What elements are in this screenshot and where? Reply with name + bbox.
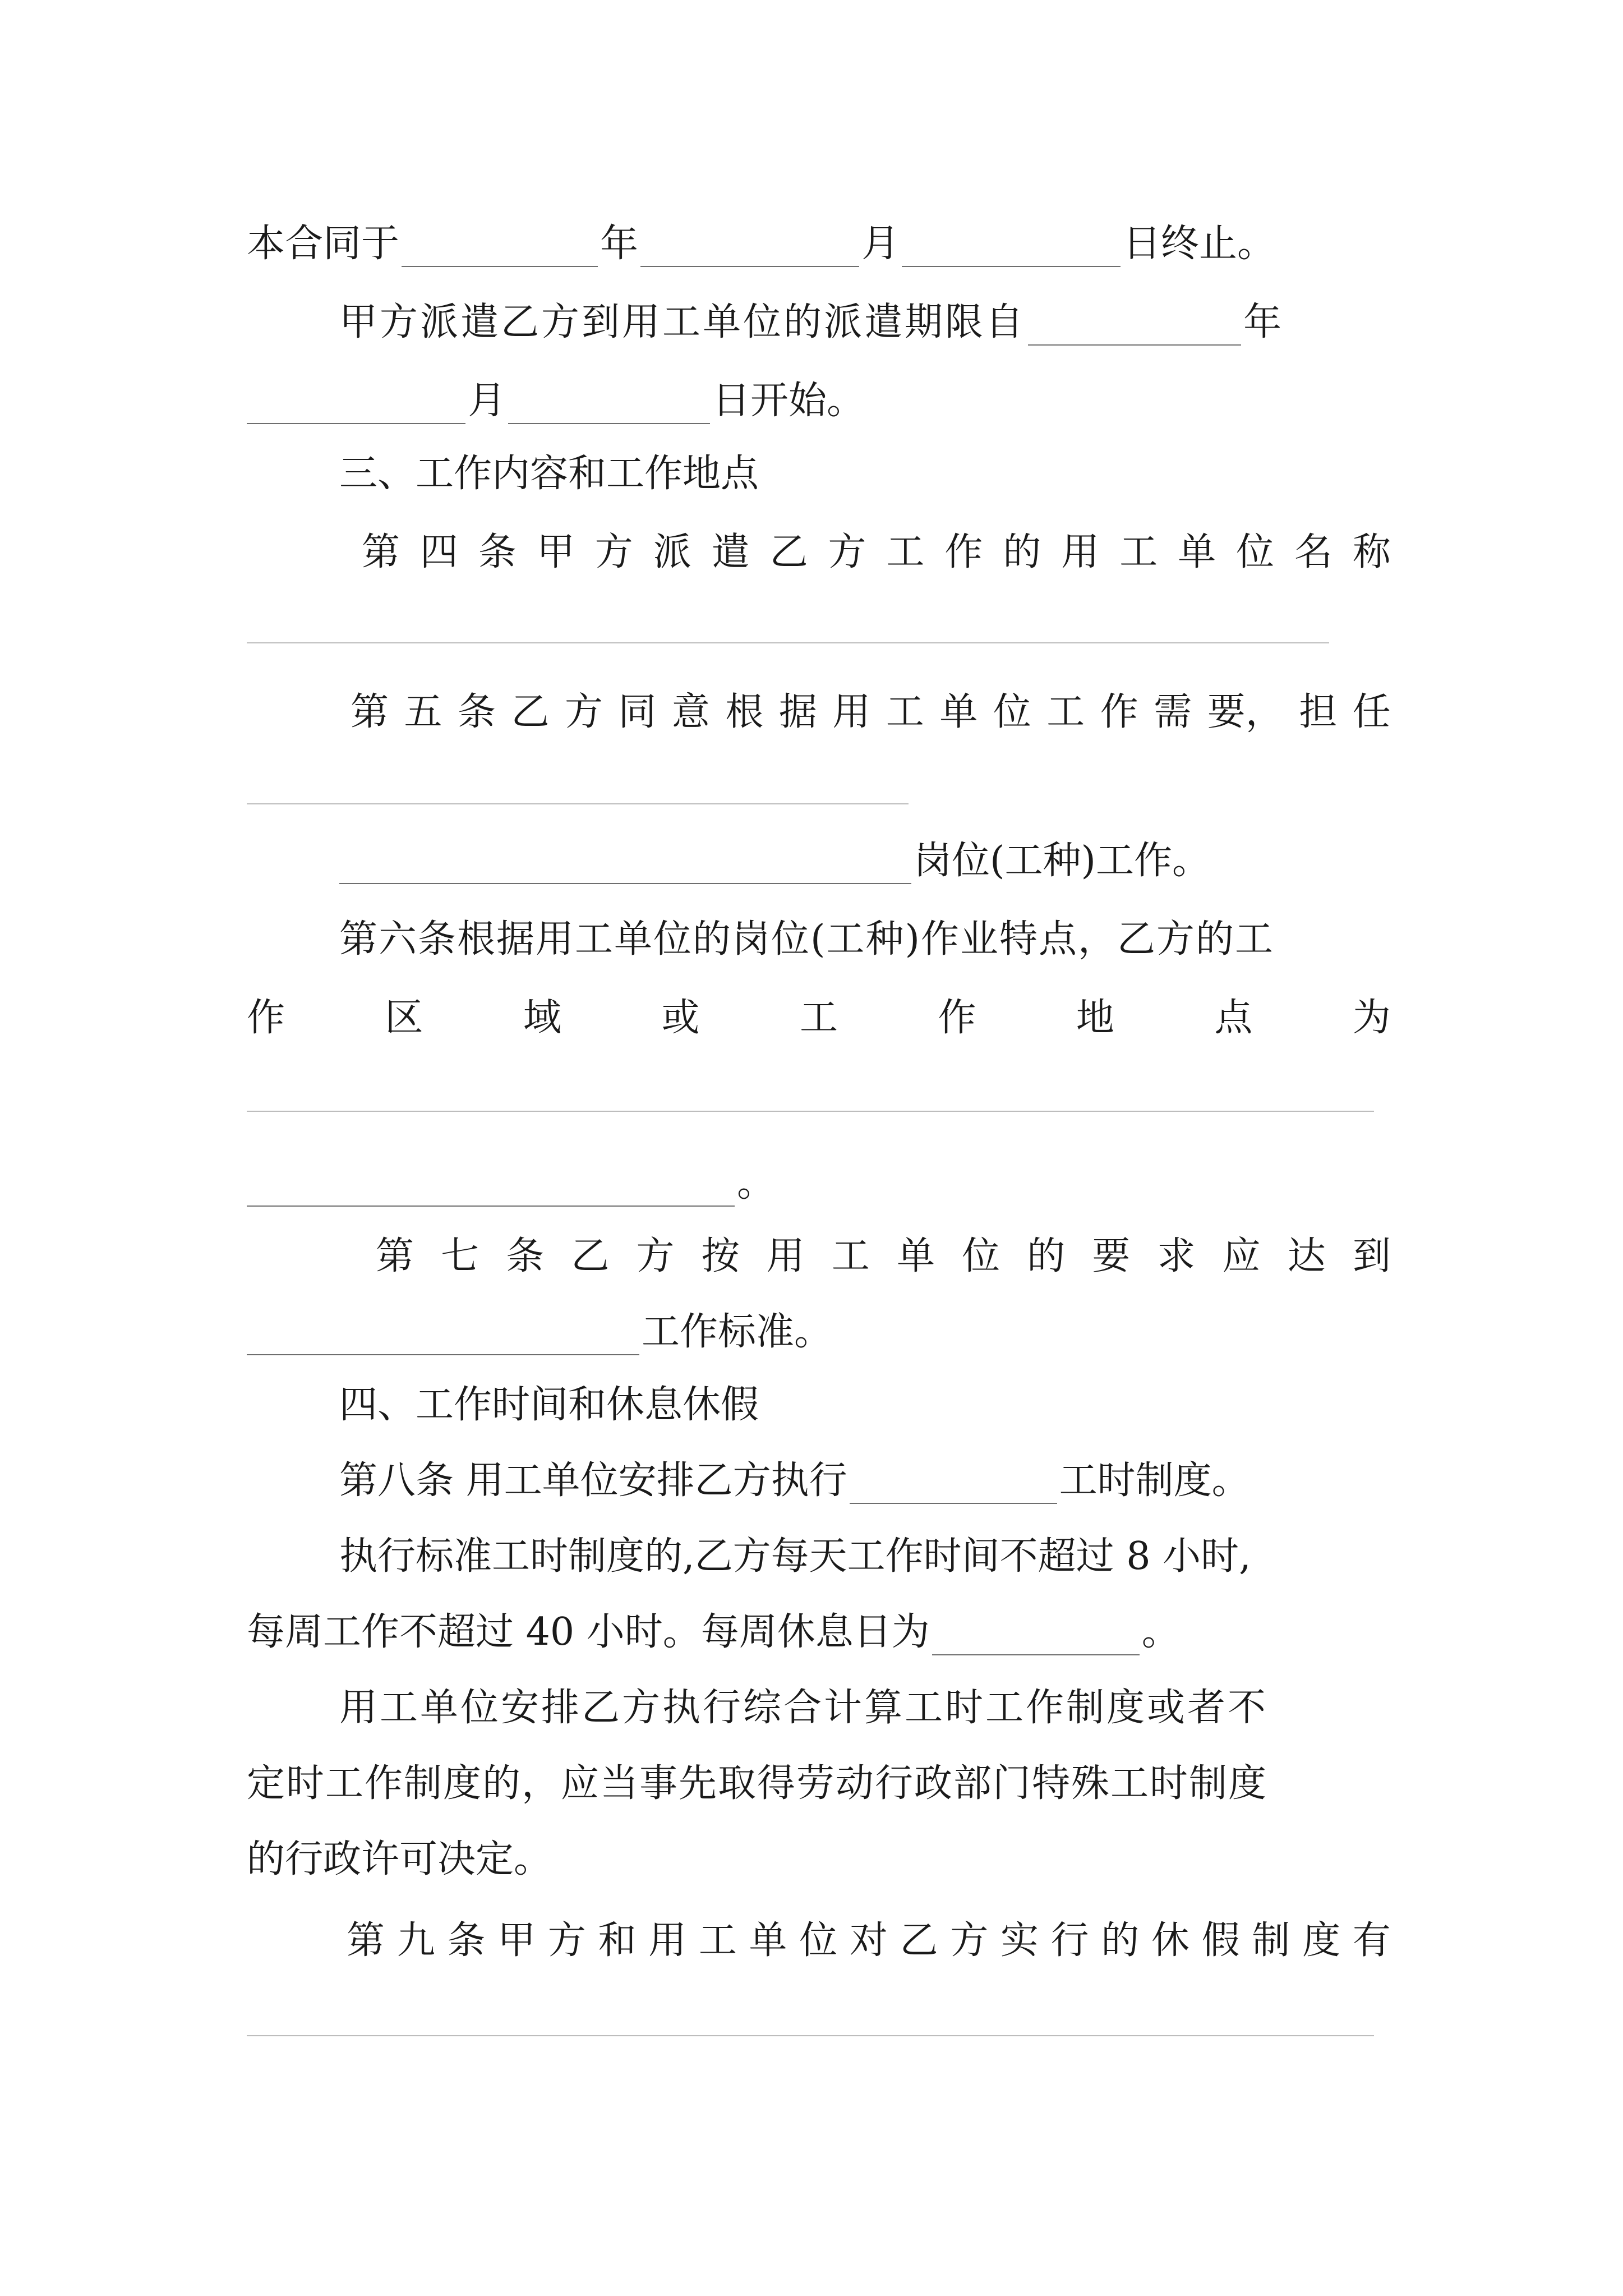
text: 第六条根据用工单位的岗位(工种)作业特点，乙方的工 xyxy=(339,917,1275,961)
spread-char: 担 xyxy=(1299,690,1338,734)
article-6-end xyxy=(247,1158,1391,1209)
article-8-comprehensive xyxy=(339,1683,1391,1733)
spread-char: 工 xyxy=(886,530,925,574)
text: 甲方派遣乙方到用工单位的派遣期限自 xyxy=(339,300,1026,344)
spread-char: 方 xyxy=(594,530,633,574)
text: 月 xyxy=(468,379,506,423)
text: 每周工作不超过 40 小时。每周休息日为 xyxy=(247,1610,930,1654)
blank-rule-workplace[interactable] xyxy=(247,1111,1374,1112)
spread-char: 乙 xyxy=(571,1234,610,1278)
spread-char: 的 xyxy=(1027,1234,1066,1278)
blank-field-rest-day[interactable] xyxy=(932,1609,1140,1655)
article-7-continued xyxy=(247,1307,1391,1358)
spread-char: 达 xyxy=(1287,1234,1326,1278)
spread-char: 求 xyxy=(1157,1234,1196,1278)
text: 第八条 用工单位安排乙方执行 xyxy=(339,1458,847,1503)
dispatch-start-line xyxy=(247,376,1391,426)
article-8-standard-hours xyxy=(339,1531,1391,1582)
article-6-workplace-line xyxy=(247,993,1391,1043)
text: 。 xyxy=(1141,1610,1180,1654)
spread-char: 作 xyxy=(944,530,983,574)
spread-char: 要， xyxy=(1207,690,1284,734)
spread-char: 作 xyxy=(247,996,285,1040)
spread-char: 度 xyxy=(1302,1918,1341,1963)
section-4-title: 四、工作时间和休息休假 xyxy=(339,1383,759,1427)
section-heading xyxy=(339,449,1391,499)
article-7-line xyxy=(376,1231,1391,1282)
spread-char: 条 xyxy=(457,690,496,734)
spread-char: 的 xyxy=(1003,530,1041,574)
spread-char: 条 xyxy=(478,530,517,574)
article-8-weekly-hours xyxy=(247,1607,1391,1658)
spread-char: 要 xyxy=(1092,1234,1131,1278)
text: 定时工作制度的，应当事先取得劳动行政部门特殊工时制度 xyxy=(247,1761,1268,1806)
spread-char: 工 xyxy=(886,690,924,734)
spread-char: 条 xyxy=(447,1918,486,1963)
spread-char: 假 xyxy=(1201,1918,1240,1963)
blank-rule-employer-name[interactable] xyxy=(247,642,1329,643)
blank-field-day[interactable] xyxy=(902,221,1121,267)
spread-char: 作 xyxy=(1100,690,1138,734)
spread-char: 根 xyxy=(725,690,764,734)
article-8-nonfixed xyxy=(247,1759,1391,1809)
spread-char: 九 xyxy=(396,1918,435,1963)
text: 日终止。 xyxy=(1123,222,1276,266)
spread-char: 同 xyxy=(618,690,657,734)
spread-char: 工 xyxy=(831,1234,870,1278)
spread-char: 方 xyxy=(564,690,603,734)
blank-field-dispatch-day[interactable] xyxy=(508,378,710,424)
text: 用工单位安排乙方执行综合计算工时工作制度或者不 xyxy=(339,1686,1269,1730)
spread-char: 方 xyxy=(950,1918,989,1963)
spread-char: 第 xyxy=(347,1918,385,1963)
spread-char: 乙 xyxy=(511,690,550,734)
spread-char: 位 xyxy=(1236,530,1275,574)
article-8-line xyxy=(339,1456,1391,1506)
blank-field-year[interactable] xyxy=(402,221,598,267)
spread-char: 方 xyxy=(636,1234,675,1278)
spread-char: 第 xyxy=(376,1234,414,1278)
spread-char: 区 xyxy=(385,996,423,1040)
blank-field-workplace-2[interactable] xyxy=(247,1161,735,1207)
spread-char: 工 xyxy=(698,1918,737,1963)
spread-char: 位 xyxy=(962,1234,1000,1278)
spread-char: 称 xyxy=(1352,530,1391,574)
spread-char: 七 xyxy=(441,1234,479,1278)
contract-end-date-line xyxy=(247,219,1391,269)
spread-char: 位 xyxy=(799,1918,838,1963)
article-6-line xyxy=(339,914,1391,965)
spread-char: 第 xyxy=(362,530,400,574)
text: 工作标准。 xyxy=(642,1310,833,1354)
text: 年 xyxy=(1243,300,1284,344)
spread-char: 名 xyxy=(1294,530,1333,574)
text: 月 xyxy=(861,222,900,266)
spread-char: 用 xyxy=(1061,530,1100,574)
article-9-line xyxy=(347,1916,1391,1966)
spread-char: 遣 xyxy=(711,530,750,574)
blank-field-month[interactable] xyxy=(640,221,859,267)
section-heading xyxy=(339,1380,1391,1430)
text: 执行标准工时制度的,乙方每天工作时间不超过 8 小时, xyxy=(339,1534,1251,1579)
spread-char: 单 xyxy=(939,690,978,734)
blank-field-job-type[interactable] xyxy=(339,838,911,884)
spread-char: 地 xyxy=(1076,996,1114,1040)
article-5-continued xyxy=(339,836,1391,886)
article-4-line xyxy=(362,527,1391,578)
spread-char: 方 xyxy=(828,530,866,574)
blank-rule-position[interactable] xyxy=(247,803,909,804)
spread-char: 用 xyxy=(832,690,871,734)
spread-char: 五 xyxy=(404,690,442,734)
article-8-approval xyxy=(247,1834,1391,1885)
spread-char: 需 xyxy=(1154,690,1192,734)
text: 工时制度。 xyxy=(1059,1458,1250,1503)
text: 。 xyxy=(737,1161,776,1205)
spread-char: 乙 xyxy=(769,530,808,574)
spread-char: 实 xyxy=(1000,1918,1039,1963)
text: 年 xyxy=(600,222,639,266)
spread-char: 对 xyxy=(849,1918,888,1963)
text: 日开始。 xyxy=(712,379,865,423)
spread-char: 四 xyxy=(419,530,458,574)
spread-char: 行 xyxy=(1050,1918,1089,1963)
blank-field-work-hour-system[interactable] xyxy=(850,1458,1057,1504)
dispatch-period-line xyxy=(339,297,1391,348)
spread-char: 或 xyxy=(661,996,700,1040)
spread-char: 任 xyxy=(1352,690,1391,734)
blank-rule-leave-system[interactable] xyxy=(247,2035,1374,2036)
article-5-line xyxy=(351,687,1391,738)
spread-char: 条 xyxy=(506,1234,545,1278)
text: 的行政许可决定。 xyxy=(247,1837,552,1881)
spread-char: 甲 xyxy=(497,1918,536,1963)
spread-char: 应 xyxy=(1222,1234,1261,1278)
spread-char: 位 xyxy=(993,690,1031,734)
spread-char: 第 xyxy=(351,690,389,734)
spread-char: 域 xyxy=(523,996,561,1040)
spread-char: 按 xyxy=(701,1234,740,1278)
spread-char: 作 xyxy=(938,996,976,1040)
spread-char: 点 xyxy=(1214,996,1253,1040)
spread-char: 单 xyxy=(897,1234,935,1278)
spread-char: 据 xyxy=(778,690,817,734)
text: 岗位(工种)工作。 xyxy=(914,839,1211,883)
spread-char: 乙 xyxy=(900,1918,938,1963)
spread-char: 为 xyxy=(1352,996,1391,1040)
blank-field-dispatch-month[interactable] xyxy=(247,378,465,424)
spread-char: 意 xyxy=(671,690,710,734)
blank-field-dispatch-year[interactable] xyxy=(1028,300,1241,346)
spread-char: 有 xyxy=(1352,1918,1391,1963)
spread-char: 方 xyxy=(547,1918,586,1963)
spread-char: 工 xyxy=(1119,530,1158,574)
spread-char: 工 xyxy=(1046,690,1085,734)
spread-char: 工 xyxy=(799,996,838,1040)
spread-char: 休 xyxy=(1151,1918,1190,1963)
spread-char: 和 xyxy=(598,1918,637,1963)
text: 本合同于 xyxy=(247,222,400,266)
spread-char: 的 xyxy=(1101,1918,1140,1963)
spread-char: 甲 xyxy=(536,530,575,574)
spread-char: 到 xyxy=(1352,1234,1391,1278)
spread-char: 单 xyxy=(1178,530,1216,574)
spread-char: 单 xyxy=(749,1918,787,1963)
spread-char: 派 xyxy=(653,530,691,574)
spread-char: 用 xyxy=(766,1234,805,1278)
section-3-title: 三、工作内容和工作地点 xyxy=(339,452,759,496)
spread-char: 制 xyxy=(1252,1918,1290,1963)
blank-field-work-standard[interactable] xyxy=(247,1309,639,1355)
spread-char: 用 xyxy=(648,1918,687,1963)
